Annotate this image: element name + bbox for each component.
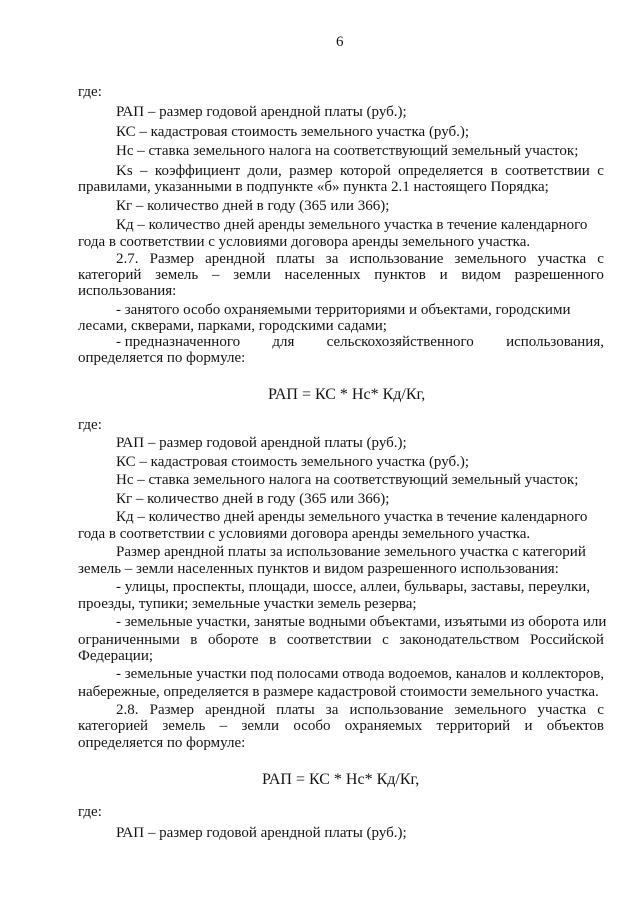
item-canals-cont: набережные, определяется в размере кадастровой стоимости земельного участка.	[78, 684, 599, 700]
word: с	[382, 632, 389, 648]
word: ограниченными	[78, 632, 180, 648]
item-streets: - улицы, проспекты, площади, шоссе, аллеи, бульвары, заставы, переулки,	[116, 579, 591, 595]
formula-2-8: РАП = КС * Нс* Кд/Кг,	[262, 771, 420, 788]
section-2-7-line-3: использования:	[78, 283, 177, 299]
word: населенных	[284, 267, 361, 283]
where-label: где:	[78, 84, 102, 100]
word: с	[597, 702, 604, 718]
word: –	[211, 267, 220, 283]
word: в	[190, 632, 198, 648]
word: в	[269, 632, 277, 648]
where-label: где:	[78, 804, 102, 820]
word: - предназначенного	[116, 334, 241, 350]
def-rap: РАП – размер годовой арендной платы (руб.);	[116, 825, 407, 841]
word: разрешенного	[514, 267, 604, 283]
word: участка	[537, 251, 587, 267]
formula-2-7: РАП = КС * Нс* Кд/Кг,	[268, 386, 426, 403]
word: Ks	[116, 163, 133, 179]
word: законодательством	[399, 632, 520, 648]
word: размер	[289, 163, 333, 179]
def-kd-cont: года в соответствии с условиями договора аренды земельного участка.	[78, 234, 531, 250]
word: за	[325, 702, 339, 718]
item-agricultural-cont: определяется по формуле:	[78, 350, 246, 366]
def-kg: Кг – количество дней в году (365 или 366);	[116, 198, 390, 214]
item-canals: - земельные участки под полосами отвода водоемов, каналов и коллекторов,	[116, 666, 605, 682]
item-protected: - занятого особо охраняемыми территориями и объектами, городскими	[116, 302, 571, 318]
item-water-cont	[78, 632, 604, 648]
word: Размер	[149, 251, 194, 267]
word: за	[325, 251, 339, 267]
word: объектов	[546, 718, 604, 734]
word: охраняемых	[344, 718, 423, 734]
def-kd: Кд – количество дней аренды земельного участка в течение календарного	[116, 217, 588, 233]
word: арендной	[205, 702, 266, 718]
item-agricultural	[116, 334, 604, 350]
word: определяется	[398, 163, 484, 179]
def-nc: Нс – ставка земельного налога на соответствующий земельный участок;	[116, 143, 579, 159]
word: и	[439, 267, 448, 283]
item-streets-cont: проезды, тупики; земельные участки земель резерва;	[78, 596, 417, 612]
word: –	[140, 163, 148, 179]
word: –	[219, 718, 228, 734]
word: коэффициент	[154, 163, 241, 179]
word: использования,	[506, 334, 604, 350]
page-number: 6	[336, 34, 344, 50]
def-nc: Нс – ставка земельного налога на соответствующий земельный участок;	[116, 472, 579, 488]
section-2-8-line-2	[78, 718, 604, 734]
word: земли	[233, 267, 271, 283]
word: соответствии	[505, 163, 590, 179]
word: Российской	[529, 632, 604, 648]
word: участка	[537, 702, 587, 718]
section-2-7-line-1	[116, 251, 604, 267]
where-label: где:	[78, 417, 102, 433]
word: земельного	[454, 702, 527, 718]
word: с	[597, 163, 604, 179]
word: для	[272, 334, 295, 350]
word: земель	[155, 267, 199, 283]
word: земельного	[454, 251, 527, 267]
word: в	[490, 163, 498, 179]
item-protected-cont: лесами, скверами, парками, городскими садами;	[78, 318, 387, 334]
def-rap: РАП – размер годовой арендной платы (руб.);	[116, 104, 407, 120]
word: и	[524, 718, 533, 734]
word: арендной	[205, 251, 266, 267]
word: использование	[349, 251, 444, 267]
word: пунктов	[374, 267, 426, 283]
word: категорий	[78, 267, 142, 283]
word: которой	[340, 163, 391, 179]
def-ks: КС – кадастровая стоимость земельного участка (руб.);	[116, 454, 470, 470]
word: использование	[349, 702, 444, 718]
item-water: - земельные участки, занятые водными объектами, изъятыми из оборота или	[116, 614, 607, 630]
word: соответствии	[286, 632, 372, 648]
word: категорией	[78, 718, 149, 734]
word: 2.7.	[116, 251, 139, 267]
def-ks-coefficient-cont: правилами, указанными в подпункте «б» пункта 2.1 настоящего Порядка;	[78, 179, 549, 195]
word: обороте	[207, 632, 259, 648]
def-kd-cont: года в соответствии с условиями договора аренды земельного участка.	[78, 526, 531, 542]
word: Размер	[149, 702, 194, 718]
def-ks-coefficient	[116, 163, 604, 179]
item-water-end: Федерации;	[78, 648, 154, 664]
word: земли	[241, 718, 280, 734]
def-kg: Кг – количество дней в году (365 или 366);	[116, 491, 390, 507]
word: сельскохозяйственного	[326, 334, 474, 350]
word: платы	[276, 251, 315, 267]
word: территорий	[436, 718, 511, 734]
section-2-7-line-2	[78, 267, 604, 283]
word: земель	[162, 718, 206, 734]
word: видом	[461, 267, 501, 283]
word: с	[597, 251, 604, 267]
def-kd: Кд – количество дней аренды земельного участка в течение календарного	[116, 509, 588, 525]
def-rap: РАП – размер годовой арендной платы (руб.);	[116, 435, 407, 451]
def-ks: КС – кадастровая стоимость земельного участка (руб.);	[116, 124, 470, 140]
word: доли,	[247, 163, 282, 179]
section-2-8-line-1	[116, 702, 604, 718]
word: платы	[276, 702, 315, 718]
word: особо	[293, 718, 331, 734]
paragraph-rent-size-cont: земель – земли населенных пунктов и видом разрешенного использования:	[78, 561, 559, 577]
word: 2.8.	[116, 702, 139, 718]
paragraph-rent-size: Размер арендной платы за использование земельного участка с категорий	[116, 544, 586, 560]
section-2-8-line-3: определяется по формуле:	[78, 735, 246, 751]
